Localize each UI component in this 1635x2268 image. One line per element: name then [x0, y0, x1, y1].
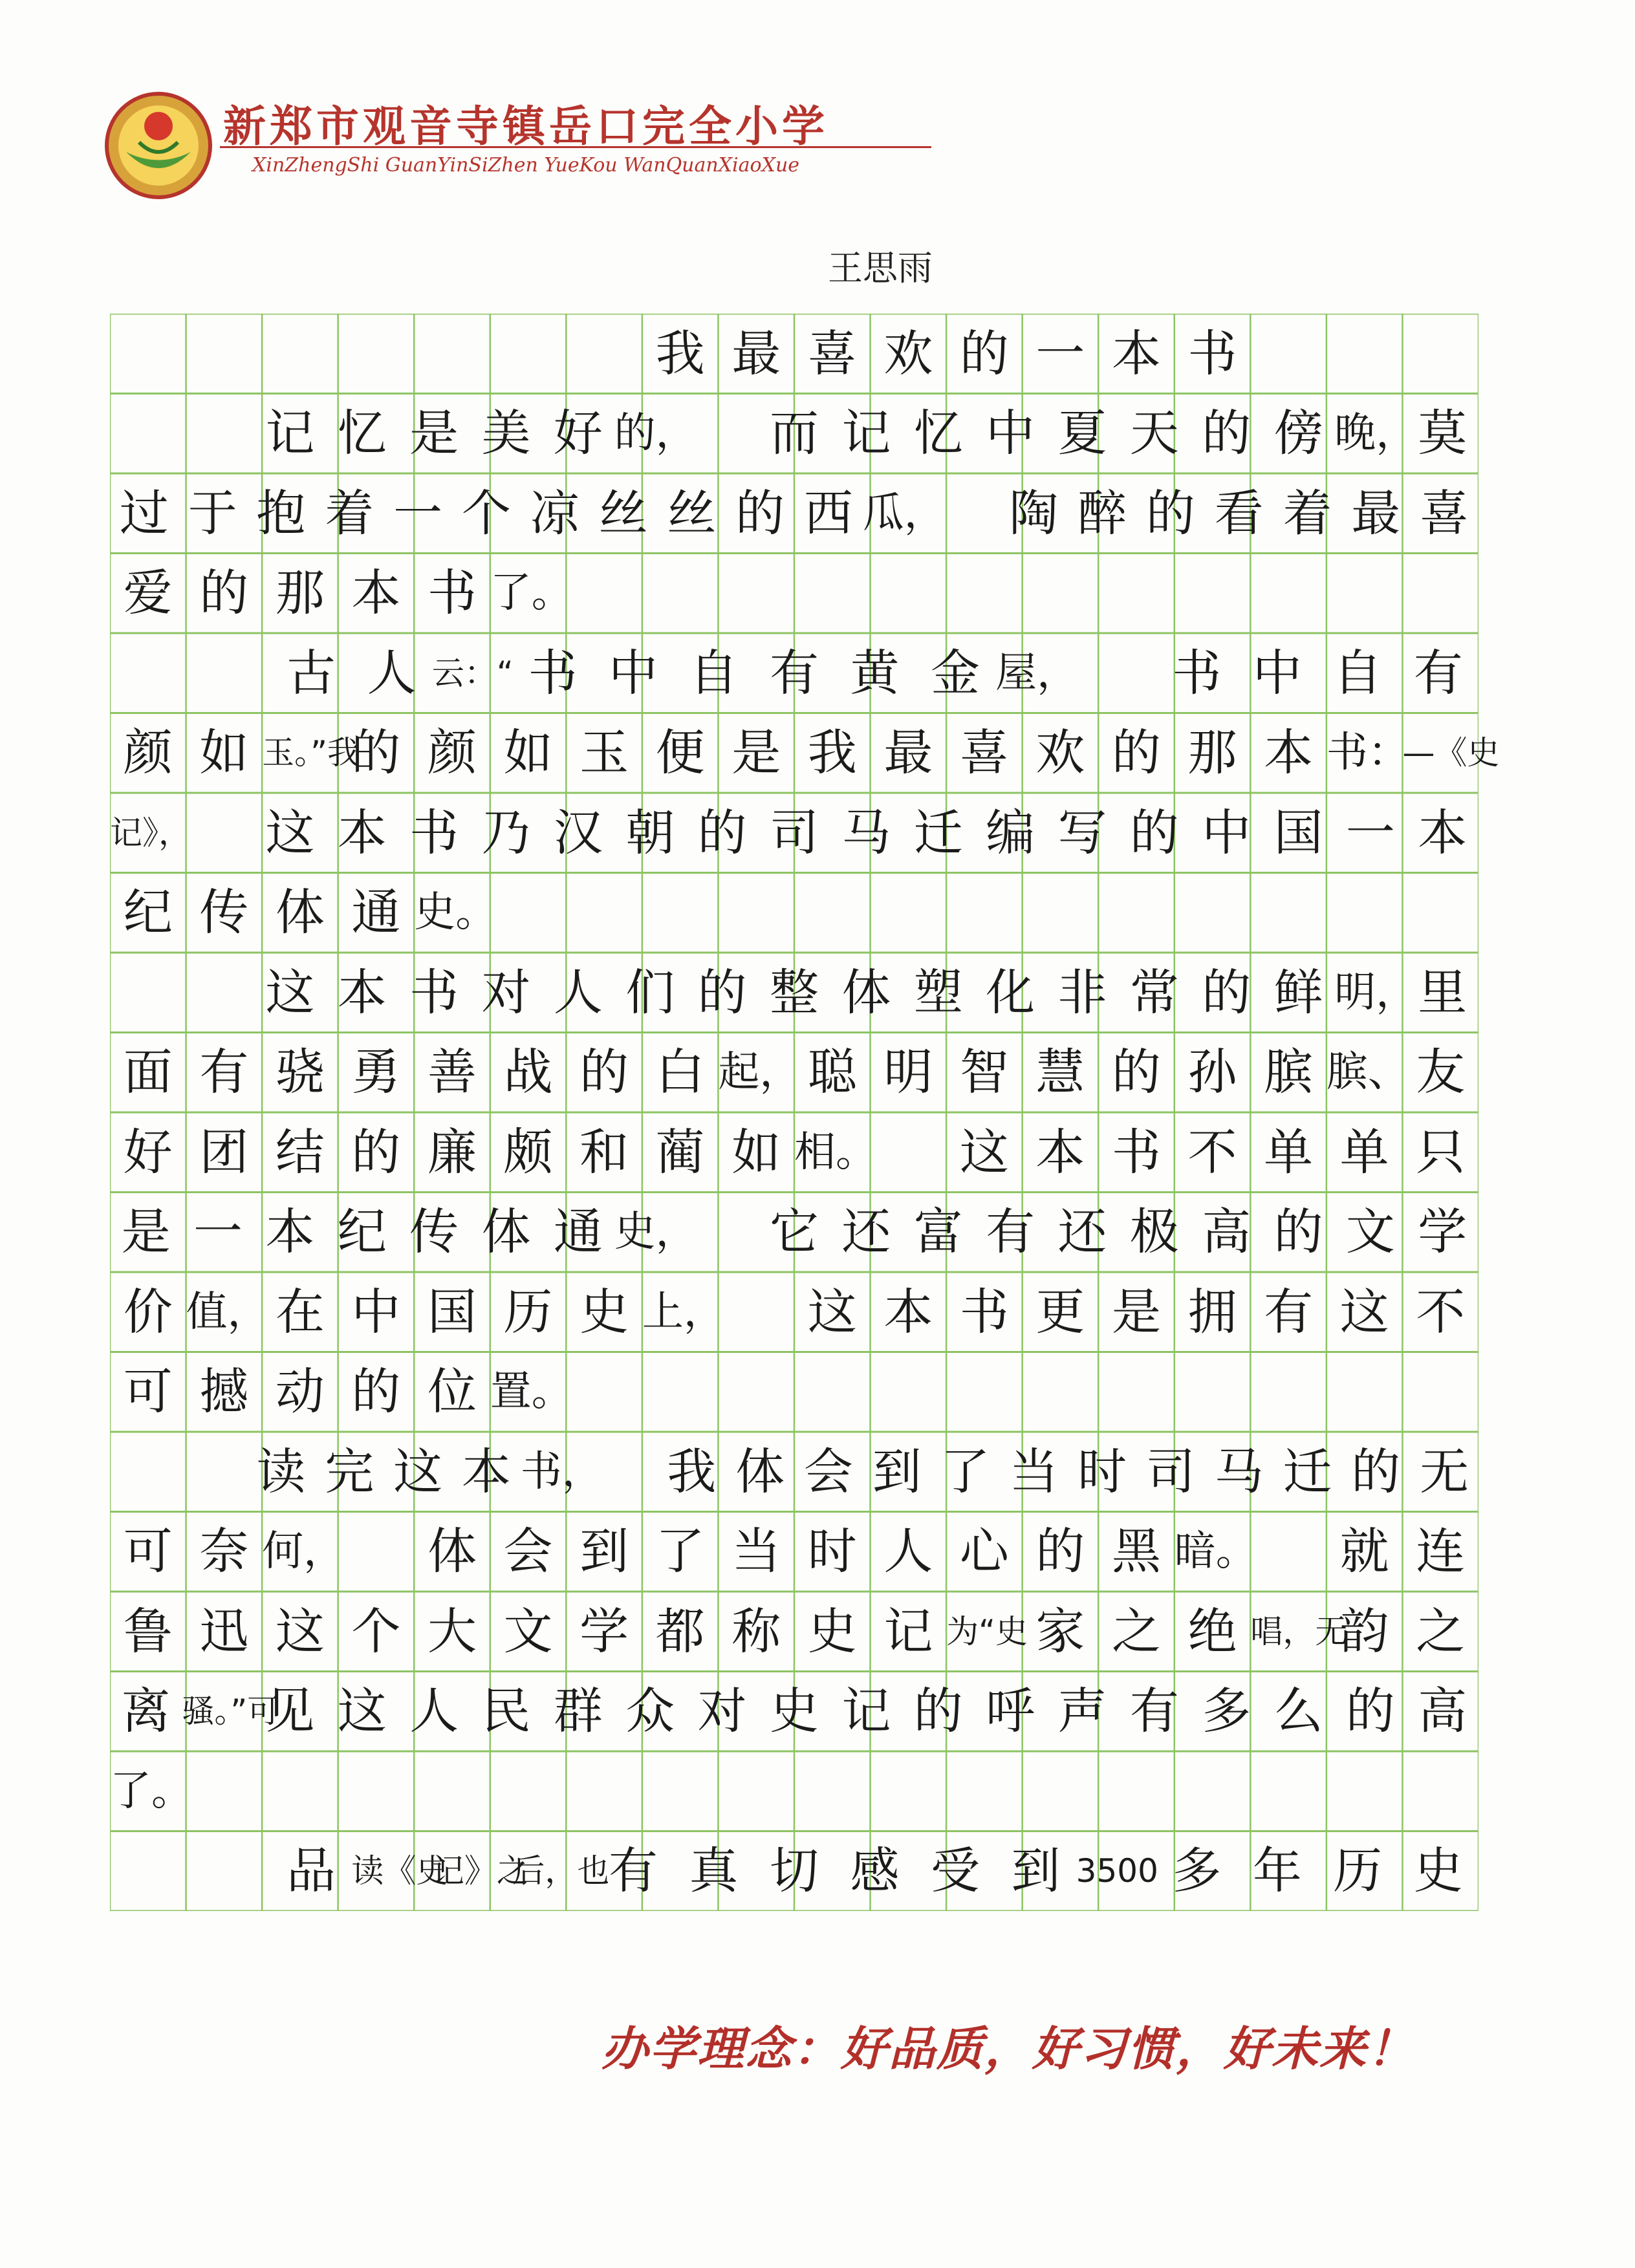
essay-char: 价: [123, 1282, 173, 1341]
essay-char: 瓜，: [862, 489, 946, 537]
essay-char: 可: [123, 1363, 173, 1421]
essay-char: 通: [351, 883, 401, 942]
essay-char: 绝: [1187, 1602, 1237, 1660]
essay-char: 切: [769, 1842, 819, 1900]
essay-char: 的: [1351, 1442, 1401, 1500]
essay-char: 我: [807, 724, 857, 782]
essay-char: 到: [579, 1522, 629, 1581]
essay-char: 更: [1035, 1282, 1085, 1341]
essay-char: 书：: [1326, 729, 1409, 777]
essay-char: 们: [625, 963, 675, 1021]
essay-char: 本: [1264, 724, 1314, 782]
essay-char: 傍: [1273, 404, 1323, 462]
essay-char: 廉: [427, 1123, 477, 1181]
essay-char: 本: [337, 963, 387, 1021]
essay-char: 众: [625, 1682, 675, 1740]
essay-char: 中: [1202, 803, 1251, 861]
essay-char: 完: [325, 1442, 374, 1500]
essay-char: 当: [731, 1522, 781, 1581]
essay-char: 读: [256, 1442, 306, 1500]
letterhead: [103, 84, 944, 194]
essay-char: 这: [1339, 1282, 1389, 1341]
essay-char: 如: [731, 1123, 781, 1181]
essay-char: 了。: [110, 1767, 193, 1815]
essay-char: 着: [325, 484, 374, 542]
essay-char: 有: [986, 1203, 1035, 1261]
essay-char: 喜: [807, 324, 857, 382]
essay-char: 马: [1214, 1442, 1264, 1500]
essay-char: 一: [1035, 324, 1085, 382]
essay-char: 结: [275, 1123, 325, 1181]
essay-char: 的，: [614, 409, 697, 458]
essay-char: 书: [1111, 1123, 1161, 1181]
essay-char: 编: [986, 803, 1035, 861]
essay-char: 醉: [1077, 484, 1127, 542]
essay-char: 喜: [959, 724, 1009, 782]
essay-char: 上，: [642, 1288, 725, 1336]
essay-char: 纪: [123, 883, 173, 942]
essay-char: 文: [503, 1602, 553, 1660]
essay-char: 到: [872, 1442, 922, 1500]
essay-char: 史。: [414, 889, 497, 937]
essay-char: 记: [883, 1602, 933, 1660]
essay-char: 本: [337, 803, 387, 861]
essay-char: 的: [351, 1363, 401, 1421]
essay-char: 和: [579, 1123, 629, 1181]
essay-char: 的: [1035, 1522, 1085, 1581]
essay-char: 书: [1187, 324, 1237, 382]
essay-char: 骁: [275, 1043, 325, 1101]
essay-char: 单: [1339, 1123, 1389, 1181]
essay-char: 看: [1214, 484, 1264, 542]
essay-char: 骚。”可: [182, 1692, 280, 1731]
essay-char: 过: [119, 484, 169, 542]
essay-char: 对: [481, 963, 531, 1021]
school-name-pinyin: XinZhengShi GuanYinSiZhen YueKou WanQuanXiaoXue: [252, 154, 800, 177]
essay-char: 相。: [794, 1128, 877, 1176]
essay-char: 只: [1416, 1123, 1466, 1181]
essay-char: 学: [1418, 1203, 1467, 1261]
essay-char: 颜: [427, 724, 477, 782]
essay-char: 书: [1172, 643, 1222, 702]
essay-char: 书: [959, 1282, 1009, 1341]
essay-char: 史: [1413, 1842, 1463, 1900]
essay-char: 大: [427, 1602, 477, 1660]
essay-char: 之: [1111, 1602, 1161, 1660]
essay-char: 书: [528, 643, 578, 702]
essay-char: 非: [1057, 963, 1107, 1021]
essay-char: 塑: [913, 963, 963, 1021]
essay-char: 还: [1057, 1203, 1107, 1261]
essay-char: 团: [199, 1123, 249, 1181]
essay-char: 体: [735, 1442, 785, 1500]
essay-char: 抱: [256, 484, 306, 542]
essay-char: 不: [1187, 1123, 1237, 1181]
essay-char: 西: [803, 484, 853, 542]
essay-char: 孙: [1187, 1043, 1237, 1101]
essay-char: 古: [287, 643, 336, 702]
essay-char: 化: [986, 963, 1035, 1021]
essay-char: 见: [265, 1682, 315, 1740]
essay-char: 通: [553, 1203, 603, 1261]
essay-char: 欢: [1035, 724, 1085, 782]
essay-char: 的: [1111, 724, 1161, 782]
essay-char: 慧: [1035, 1043, 1085, 1101]
essay-char: 的: [1273, 1203, 1323, 1261]
essay-char: 时: [807, 1522, 857, 1581]
essay-char: 是: [1111, 1282, 1161, 1341]
essay-char: 体: [427, 1522, 477, 1581]
essay-char: 一: [393, 484, 443, 542]
essay-char: 丝: [667, 484, 717, 542]
essay-char: 人: [883, 1522, 933, 1581]
essay-char: 友: [1416, 1043, 1466, 1101]
essay-char: 有: [199, 1043, 249, 1101]
essay-char: 膑: [1264, 1043, 1314, 1101]
essay-char: 丝: [598, 484, 648, 542]
essay-char: 于: [188, 484, 237, 542]
essay-char: 文: [1345, 1203, 1395, 1261]
essay-char: 离: [121, 1682, 171, 1740]
essay-char: 它: [769, 1203, 819, 1261]
essay-char: 本: [1418, 803, 1467, 861]
essay-char: 有: [1264, 1282, 1314, 1341]
essay-char: 好: [553, 404, 603, 462]
essay-char: 的: [1111, 1043, 1161, 1101]
essay-char: 本: [1111, 324, 1161, 382]
essay-char: 迁: [913, 803, 963, 861]
essay-char: 历: [1333, 1842, 1383, 1900]
essay-char: 3500: [1076, 1852, 1158, 1890]
essay-char: 史: [769, 1682, 819, 1740]
essay-char: 鲁: [123, 1602, 173, 1660]
essay-char: 的: [735, 484, 785, 542]
essay-char: 是: [409, 404, 459, 462]
essay-char: 莫: [1418, 404, 1467, 462]
essay-char: 夏: [1057, 404, 1107, 462]
essay-char: 会: [803, 1442, 853, 1500]
essay-char: 人: [367, 643, 417, 702]
essay-char: 记: [841, 404, 891, 462]
essay-char: 黄: [850, 643, 900, 702]
essay-char: 中: [609, 643, 658, 702]
essay-char: 明: [883, 1043, 933, 1101]
essay-char: 便: [655, 724, 705, 782]
essay-char: 是: [731, 724, 781, 782]
essay-char: 了: [940, 1442, 990, 1500]
essay-char: 这: [265, 963, 315, 1021]
essay-char: 朝: [625, 803, 675, 861]
essay-char: 值，: [186, 1288, 269, 1336]
essay-char: 金: [930, 643, 980, 702]
essay-char: 最: [1351, 484, 1401, 542]
essay-char: 这: [265, 803, 315, 861]
essay-char: 何，: [262, 1528, 345, 1576]
essay-char: 暗。: [1174, 1528, 1257, 1576]
essay-char: 富: [913, 1203, 963, 1261]
essay-char: 置。: [490, 1368, 573, 1416]
essay-char: 司: [1145, 1442, 1195, 1500]
essay-char: 学: [579, 1602, 629, 1660]
essay-char: 本: [351, 564, 401, 622]
essay-char: 中: [351, 1282, 401, 1341]
essay-char: 自: [689, 643, 739, 702]
essay-char: 心: [959, 1522, 1009, 1581]
writing-grid: [110, 314, 1500, 1911]
essay-char: 体: [275, 883, 325, 942]
essay-char: 本: [461, 1442, 511, 1500]
essay-char: 书: [409, 803, 459, 861]
essay-char: 呼: [986, 1682, 1035, 1740]
essay-char: 中: [986, 404, 1035, 462]
essay-char: 有: [769, 643, 819, 702]
essay-char: 汉: [553, 803, 603, 861]
school-name-chinese: 新郑市观音寺镇岳口完全小学: [223, 101, 828, 151]
essay-char: 多: [1202, 1682, 1251, 1740]
essay-char: 国: [1273, 803, 1323, 861]
essay-char: 后，也: [512, 1852, 610, 1890]
essay-char: 高: [1202, 1203, 1251, 1261]
essay-char: 天: [1129, 404, 1179, 462]
essay-char: 在: [275, 1282, 325, 1341]
essay-char: 这: [337, 1682, 387, 1740]
essay-char: 中: [1252, 643, 1302, 702]
essay-char: 我: [655, 324, 705, 382]
essay-char: 传: [409, 1203, 459, 1261]
essay-char: 多: [1172, 1842, 1222, 1900]
essay-char: 历: [503, 1282, 553, 1341]
essay-char: 受: [930, 1842, 980, 1900]
essay-char: 忆: [913, 404, 963, 462]
essay-char: 有: [1129, 1682, 1179, 1740]
essay-char: 会: [503, 1522, 553, 1581]
essay-char: 颜: [123, 724, 173, 782]
essay-char: 那: [1187, 724, 1237, 782]
essay-char: 爱: [123, 564, 173, 622]
essay-char: 读《史: [351, 1852, 449, 1890]
essay-char: 自: [1333, 643, 1383, 702]
essay-char: 书: [427, 564, 477, 622]
essay-char: 记: [841, 1682, 891, 1740]
essay-char: 乃: [481, 803, 531, 861]
essay-char: 之: [1416, 1602, 1466, 1660]
essay-char: 撼: [199, 1363, 249, 1421]
essay-char: 记》之: [431, 1852, 529, 1890]
essay-char: 有: [1413, 643, 1463, 702]
essay-char: 的: [1202, 404, 1251, 462]
essay-char: 可: [123, 1522, 173, 1581]
essay-char: 民: [481, 1682, 531, 1740]
essay-char: 纪: [337, 1203, 387, 1261]
essay-char: 玉: [579, 724, 629, 782]
essay-char: 司: [769, 803, 819, 861]
essay-char: 迁: [1283, 1442, 1332, 1500]
essay-char: 好: [123, 1123, 173, 1181]
essay-char: 喜: [1420, 484, 1469, 542]
essay-char: 还: [841, 1203, 891, 1261]
essay-char: 对: [697, 1682, 747, 1740]
essay-char: 记》，: [110, 814, 191, 852]
essay-char: 国: [427, 1282, 477, 1341]
essay-char: 忆: [337, 404, 387, 462]
essay-char: 迅: [199, 1602, 249, 1660]
author-name: 王思雨: [828, 248, 933, 288]
essay-char: 的: [351, 724, 401, 782]
essay-char: 的: [579, 1043, 629, 1101]
essay-char: 声: [1057, 1682, 1107, 1740]
essay-char: 的: [1129, 803, 1179, 861]
essay-char: 起，: [718, 1048, 801, 1097]
essay-char: 常: [1129, 963, 1179, 1021]
school-motto: 办学理念：好品质，好习惯，好未来！: [601, 2021, 1416, 2076]
essay-char: 如: [503, 724, 553, 782]
essay-char: 一: [1345, 803, 1395, 861]
essay-char: 最: [731, 324, 781, 382]
essay-char: 白: [655, 1043, 705, 1101]
essay-char: 的: [697, 963, 747, 1021]
essay-char: 聪: [807, 1043, 857, 1101]
essay-char: 人: [553, 963, 603, 1021]
essay-char: 书: [409, 963, 459, 1021]
essay-char: 群: [553, 1682, 603, 1740]
essay-char: 马: [841, 803, 891, 861]
essay-char: 欢: [883, 324, 933, 382]
school-logo-icon: [103, 91, 213, 200]
essay-char: 的: [351, 1123, 401, 1181]
essay-char: 史，: [614, 1208, 697, 1257]
essay-char: 颇: [503, 1123, 553, 1181]
essay-char: 整: [769, 963, 819, 1021]
essay-char: 这: [393, 1442, 443, 1500]
essay-char: 黑: [1111, 1522, 1161, 1581]
essay-char: 不: [1416, 1282, 1466, 1341]
essay-char: 年: [1252, 1842, 1302, 1900]
essay-char: 为“史: [946, 1612, 1028, 1650]
essay-char: 了: [655, 1522, 705, 1581]
essay-char: 称: [731, 1602, 781, 1660]
essay-char: 而: [769, 404, 819, 462]
essay-char: 本: [1035, 1123, 1085, 1181]
essay-char: 连: [1416, 1522, 1466, 1581]
essay-char: 当: [1009, 1442, 1059, 1500]
essay-char: 云：“: [431, 654, 514, 692]
essay-char: 的: [913, 1682, 963, 1740]
essay-char: 那: [275, 564, 325, 622]
essay-char: 书，: [520, 1447, 603, 1496]
essay-char: 晚，: [1334, 409, 1418, 458]
essay-char: 有: [609, 1842, 658, 1900]
essay-char: 人: [409, 1682, 459, 1740]
essay-char: 本: [883, 1282, 933, 1341]
essay-char: 一: [193, 1203, 243, 1261]
essay-char: 的: [959, 324, 1009, 382]
essay-char: 我: [667, 1442, 717, 1500]
essay-char: 极: [1129, 1203, 1179, 1261]
essay-char: 韵: [1339, 1602, 1389, 1660]
essay-char: 了。: [490, 569, 573, 618]
essay-char: 膑、: [1326, 1048, 1409, 1097]
essay-char: 体: [481, 1203, 531, 1261]
essay-char: 明，: [1334, 968, 1418, 1017]
essay-char: 是: [121, 1203, 171, 1261]
essay-char: 的: [697, 803, 747, 861]
essay-char: 么: [1273, 1682, 1323, 1740]
essay-char: 战: [503, 1043, 553, 1101]
essay-char: 屋，: [995, 649, 1079, 697]
essay-char: 本: [265, 1203, 315, 1261]
essay-char: 凉: [530, 484, 579, 542]
essay-char: 史: [807, 1602, 857, 1660]
essay-char: 史: [579, 1282, 629, 1341]
grid-lines: [110, 314, 1500, 1911]
essay-char: 品: [287, 1842, 336, 1900]
essay-char: 唱，无: [1250, 1612, 1348, 1650]
essay-char: 这: [959, 1123, 1009, 1181]
essay-char: 家: [1035, 1602, 1085, 1660]
essay-char: 最: [883, 724, 933, 782]
essay-char: 记: [265, 404, 315, 462]
essay-char: 面: [123, 1043, 173, 1101]
essay-char: 真: [689, 1842, 739, 1900]
essay-char: 智: [959, 1043, 1009, 1101]
essay-char: 的: [1202, 963, 1251, 1021]
essay-char: 这: [275, 1602, 325, 1660]
essay-char: 时: [1077, 1442, 1127, 1500]
essay-char: 单: [1264, 1123, 1314, 1181]
essay-char: 写: [1057, 803, 1107, 861]
essay-char: —《史: [1402, 734, 1500, 772]
essay-char: 的: [199, 564, 249, 622]
essay-char: 位: [427, 1363, 477, 1421]
essay-char: 这: [807, 1282, 857, 1341]
essay-char: 勇: [351, 1043, 401, 1101]
essay-char: 善: [427, 1043, 477, 1101]
essay-char: 都: [655, 1602, 705, 1660]
essay-char: 如: [199, 724, 249, 782]
essay-char: 鲜: [1273, 963, 1323, 1021]
essay-char: 动: [275, 1363, 325, 1421]
essay-char: 的: [1145, 484, 1195, 542]
essay-char: 玉。”我: [262, 734, 360, 772]
essay-char: 高: [1418, 1682, 1467, 1740]
essay-char: 陶: [1009, 484, 1059, 542]
essay-char: 就: [1339, 1522, 1389, 1581]
essay-char: 到: [1011, 1842, 1061, 1900]
essay-char: 的: [1345, 1682, 1395, 1740]
essay-char: 奈: [199, 1522, 249, 1581]
essay-char: 着: [1283, 484, 1332, 542]
essay-char: 个: [461, 484, 511, 542]
essay-char: 美: [481, 404, 531, 462]
essay-char: 拥: [1187, 1282, 1237, 1341]
essay-char: 个: [351, 1602, 401, 1660]
essay-char: 传: [199, 883, 249, 942]
essay-char: 感: [850, 1842, 900, 1900]
essay-char: 体: [841, 963, 891, 1021]
essay-char: 蔺: [655, 1123, 705, 1181]
essay-char: 里: [1418, 963, 1467, 1021]
essay-char: 无: [1420, 1442, 1469, 1500]
